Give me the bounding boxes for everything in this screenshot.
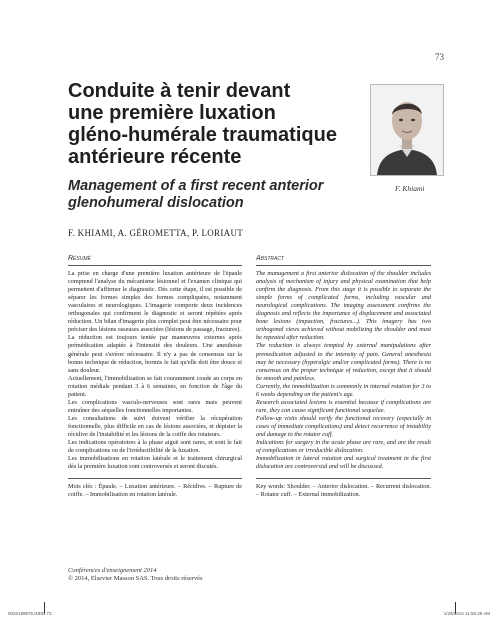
authors: F. KHIAMI, A. GÉROMETTA, P. LORIAUT xyxy=(68,228,244,238)
footer-copyright: © 2014, Elsevier Masson SAS. Tous droits réservés xyxy=(68,575,203,582)
title-french-line: antérieure récente xyxy=(68,146,242,168)
resume-paragraph: Les consultations de suivi doivent vérifier la récupération fonctionnelle, plus difficile en cas de lésions associées, et dépister la récidive de l'instabilité et les lésions de la coiffe des rotateurs. xyxy=(68,414,242,438)
resume-keywords xyxy=(68,478,242,499)
abstract-paragraph: Currently, the immobilization is commonly in internal rotation for 3 to 6 weeks depending on the patient's age. xyxy=(256,382,431,398)
title-french-line: gléno-humérale traumatique xyxy=(68,124,337,146)
resume-heading: Résumé xyxy=(68,255,242,266)
abstract-paragraph: Immobilization in lateral rotation and surgical treatment in the first dislocation are controversial and will be discussed. xyxy=(256,455,431,471)
resume-paragraph: Les indications opératoires à la phase aiguë sont rares, et sont le fait de complications ou de l'irréductibilité de la luxation. xyxy=(68,439,242,455)
abstract-keywords-label: Key words: xyxy=(256,483,286,491)
resume-paragraph: La réduction est toujours tentée par manœuvres externes après prémédication adaptée à l'intensité des douleurs. Une anesthésie générale peut s'avérer nécessaire. Il n'y a pas de consensus sur la bonne technique de réduction, hormis le fait qu'elle doit être douce et sans douleur. xyxy=(68,334,242,374)
abstract-paragraph: Follow-up visits should verify the functional recovery (especially in cases of immediate complications) and detect recurrence of instability and damage to the rotator cuff. xyxy=(256,414,431,438)
abstract-keywords xyxy=(256,478,431,499)
title-english xyxy=(68,178,368,212)
abstract-column xyxy=(256,255,431,499)
resume-column xyxy=(68,255,242,499)
title-french-line: Conduite à tenir devant xyxy=(68,80,291,102)
title-french xyxy=(68,80,368,168)
resume-keywords-text: Épaule. – Luxation antérieure. – Récidive. – Rupture de coiffe. – Immobilisation en rotation latérale. xyxy=(68,483,243,499)
author-portrait-image xyxy=(371,85,443,175)
abstract-heading: Abstract xyxy=(256,255,431,266)
resume-paragraph: La prise en charge d'une première luxation antérieure de l'épaule comprend l'analyse du mécanisme lésionnel et l'examen clinique qui permettent d'affirmer le diagnostic. Dès cette étape, il est possible de séparer les formes simples des formes compliquées, notamment vasculaires et neurologiques. L'imagerie comporte deux incidences orthogonales qui confirment le diagnostic et seront répétées après réduction. Un bilan d'imagerie plus complet peut être nécessaire pour préciser des lésions osseuses associées (lésions de passage, fractures). xyxy=(68,270,242,334)
resume-keywords-label: Mots clés : xyxy=(68,483,97,491)
abstract-paragraph: Indications for surgery in the acute phase are rare, and are the result of complications or irreducible dislocation. xyxy=(256,439,431,455)
title-french-line: une première luxation xyxy=(68,102,276,124)
page-number: 73 xyxy=(435,52,444,62)
author-photo xyxy=(370,84,444,176)
abstract-keywords-text: Shoulder. – Anterior dislocation. – Recurrent dislocation. – Rotator cuff. – External immobilization. xyxy=(256,483,432,499)
abstract-paragraph: The management a first anterior dislocation of the shoulder includes analysis of mechanism of injury and physical examination that help confirm the diagnosis. From this stage it is possible to separate the simple forms of complicated forms, including vascular and neurological complications. The imaging assessment confirms the diagnosis and reflects the importance of displacement and associated bone lesions (impaction, fractures...). This imagery has two orthogonal views achieved without mobilizing the shoulder and must be repeated after reduction. xyxy=(256,270,431,342)
footer-journal: Conférences d'enseignement 2014 xyxy=(68,567,157,574)
print-slug-date: 1/29/2014 11:55:28 AM xyxy=(443,611,490,616)
abstract-paragraph: The reduction is always tempted by external manipulations after premedication adjusted to the intensity of pain. General anesthesia may be necessary (hyperalgic and/or complicated forms). There is no consensus on the proper technique of reduction, except that it should be smooth and painless. xyxy=(256,342,431,382)
abstract-paragraph: Research associated lesions is essential because if complications are rare, they can cause significant functional sequelae. xyxy=(256,398,431,414)
title-english-line: Management of a first recent anterior xyxy=(68,178,324,194)
resume-paragraph: Actuellement, l'immobilisation se fait couramment coude au corps en rotation médiale pendant 3 à 6 semaines, en fonction de l'âge du patient. xyxy=(68,374,242,398)
photo-caption: F. Khiami xyxy=(395,184,425,193)
print-slug-file: 0032189875.INDD 73 xyxy=(8,611,52,616)
title-english-line: glenohumeral dislocation xyxy=(68,195,244,211)
resume-paragraph: Les immobilisations en rotation latérale et le traitement chirurgical dès la première luxation sont controversés et seront discutés. xyxy=(68,455,242,471)
resume-paragraph: Les complications vasculo-nerveuses sont rares mais peuvent entraîner des séquelles fonctionnelles importantes. xyxy=(68,398,242,414)
footer xyxy=(68,567,203,583)
